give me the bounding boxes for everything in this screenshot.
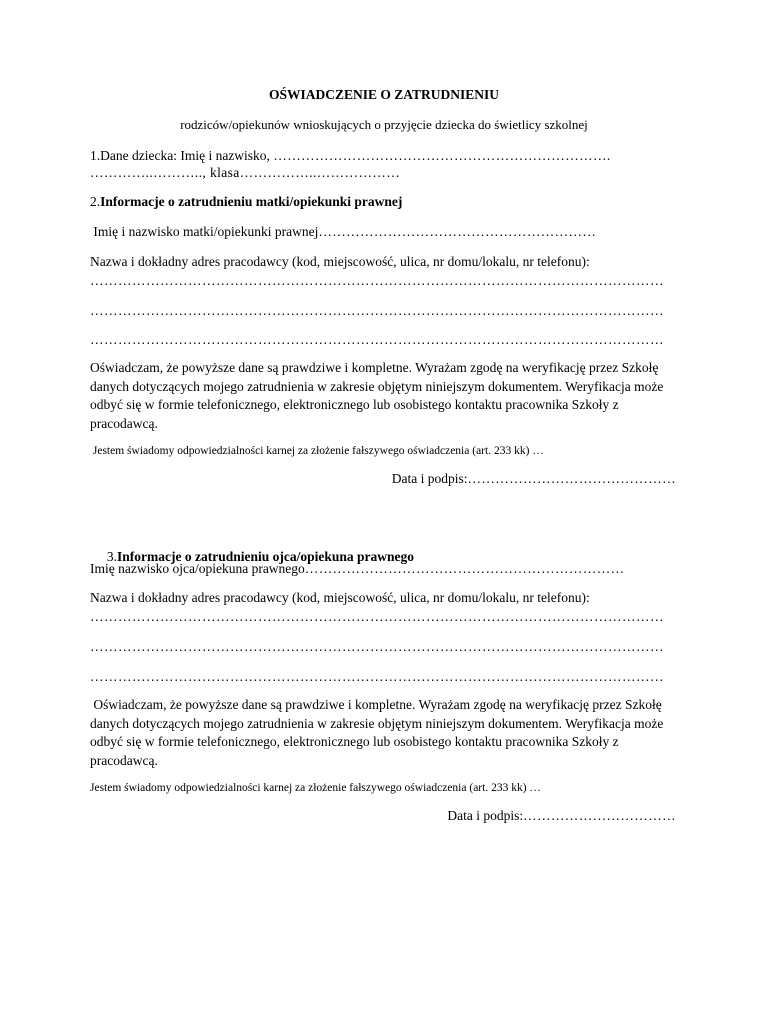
mother-name-label: Imię i nazwisko matki/opiekunki prawnej [90, 224, 319, 239]
document-title: OŚWIADCZENIE O ZATRUDNIENIU [268, 87, 500, 102]
section-heading: Informacje o zatrudnieniu ojca/opiekuna prawnego [117, 549, 414, 564]
father-employer-field-1[interactable]: …………………………………………………………………………………………………………… [90, 609, 664, 624]
father-signature-line [90, 807, 676, 825]
father-name-field[interactable]: …………………………………………………………… [304, 561, 625, 576]
mother-employer-field-1[interactable]: …………………………………………………………………………………………………………… [90, 273, 664, 288]
mother-employer-label: Nazwa i dokładny adres pracodawcy (kod, miejscowość, ulica, nr domu/lokalu, nr telefonu): [90, 254, 590, 269]
mother-employer-field-3[interactable]: …………………………………………………………………………………………………………… [90, 332, 664, 347]
father-name-line [90, 560, 676, 578]
child-name-line [90, 147, 676, 165]
father-employer-label: Nazwa i dokładny adres pracodawcy (kod, miejscowość, ulica, nr domu/lokalu, nr telefonu): [90, 590, 590, 605]
child-name-label: 1.Dane dziecka: Imię i nazwisko, [90, 148, 274, 163]
mother-employer-field-2[interactable]: …………………………………………………………………………………………………………… [90, 303, 664, 318]
section-heading: Informacje o zatrudnieniu matki/opiekunki prawnej [100, 194, 403, 209]
child-name-field[interactable]: ………………………………………………………………. [273, 148, 611, 163]
mother-statement: Oświadczam, że powyższe dane są prawdziwe i kompletne. Wyrażam zgodę na weryfikację przez Szkołę danych dotyczących mojego zatrudnienia w zakresie objętym niniejszym dokumentem. Weryfikacja może odbyć się w formie telefonicznego, elektronicznego lub osobistego kontaktu pracownika Szkoły z pracodawcą. [90, 360, 664, 431]
mother-name-field[interactable]: …………………………………………………… [318, 224, 597, 239]
father-employer-field-3[interactable]: …………………………………………………………………………………………………………… [90, 669, 664, 684]
mother-name-line [90, 223, 676, 241]
section-number: 2. [90, 194, 101, 209]
child-class-line[interactable] [90, 164, 676, 182]
signature-label: Data i podpis: [391, 471, 468, 486]
signature-label: Data i podpis: [447, 808, 524, 823]
document-subtitle: rodziców/opiekunów wnioskujących o przyjęcie dziecka do świetlicy szkolnej [180, 117, 588, 132]
section-number: 3. [103, 549, 117, 564]
section-mother-heading [90, 193, 676, 211]
child-class-field[interactable]: …………..……….., klasa……………..……………… [90, 165, 401, 180]
mother-signature-field[interactable]: ……………………………………… [467, 471, 676, 486]
mother-signature-line [90, 470, 676, 488]
father-responsibility: Jestem świadomy odpowiedzialności karnej za złożenie fałszywego oświadczenia (art. 233 kk) … [90, 782, 541, 794]
father-employer-field-2[interactable]: …………………………………………………………………………………………………………… [90, 639, 664, 654]
father-statement: Oświadczam, że powyższe dane są prawdziwe i kompletne. Wyrażam zgodę na weryfikację przez Szkołę danych dotyczących mojego zatrudnienia w zakresie objętym niniejszym dokumentem. Weryfikacja może odbyć się w formie telefonicznego, elektronicznego lub osobistego kontaktu pracownika Szkoły z pracodawcą. [90, 697, 667, 768]
father-signature-field[interactable]: …………………………… [523, 808, 676, 823]
father-name-label: Imię nazwisko ojca/opiekuna prawnego [90, 561, 305, 576]
mother-responsibility: Jestem świadomy odpowiedzialności karnej za złożenie fałszywego oświadczenia (art. 233 kk) … [90, 445, 544, 457]
